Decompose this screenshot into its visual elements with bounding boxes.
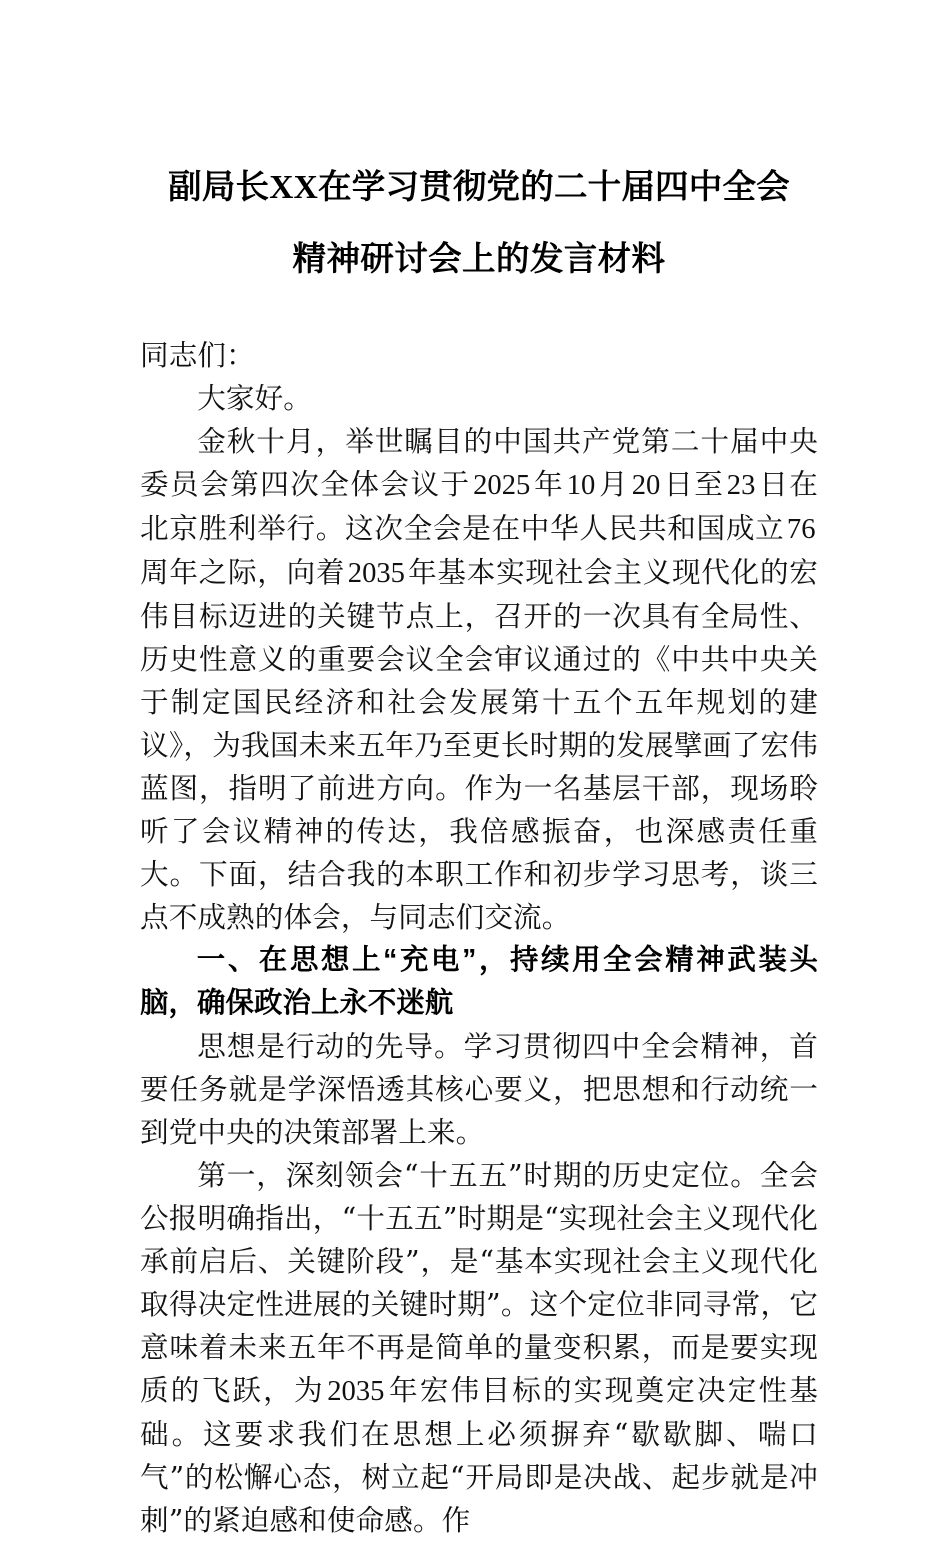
document-body — [140, 334, 818, 1542]
page-title — [140, 0, 818, 296]
greeting: 大家好。 — [197, 381, 312, 415]
title-line-1: 副局长XX在学习贯彻党的二十届四中全会 — [168, 169, 790, 206]
inline-latin-run: 20 — [631, 470, 661, 501]
section-heading-1: 一、在思想上“充电”，持续用全会精神武装头脑，确保政治上永不迷航 — [140, 944, 818, 1019]
inline-latin-run: 2035 — [347, 558, 405, 589]
inline-latin-run: 76 — [786, 514, 816, 545]
paragraph-opening: 金秋十月，举世瞩目的中国共产党第二十届中央委员会第四次全体会议于2025年10月20日至23日在北京胜利举行。这次全会是在中华人民共和国成立76周年之际，向着2035年基本实现社会主义现代化的宏伟目标迈进的关键节点上，召开的一次具有全局性、历史性意义的重要会议全会审议通过的《中共中央关于制定国民经济和社会发展第十五个五年规划的建议》，为我国未来五年乃至更长时期的发展擘画了宏伟蓝图，指明了前进方向。作为一名基层干部，现场聆听了会议精神的传达，我倍感振奋，也深感责任重大。下面，结合我的本职工作和初步学习思考，谈三点不成熟的体会，与同志们交流。 — [140, 424, 819, 934]
inline-latin-run: 23 — [726, 470, 756, 501]
paragraph-body-1: 思想是行动的先导。学习贯彻四中全会精神，首要任务就是学深悟透其核心要义，把思想和行动统一到党中央的决策部署上来。 — [140, 1029, 818, 1149]
inline-latin-run: 10 — [566, 470, 596, 501]
paragraph-body-2: 第一，深刻领会“十五五”时期的历史定位。全会公报明确指出，“十五五”时期是“实现社会主义现代化承前启后、关键阶段”，是“基本实现社会主义现代化取得决定性进展的关键时期”。这个定位非同寻常，它意味着未来五年不再是简单的量变积累，而是要实现质的飞跃，为2035年宏伟目标的实现奠定决定性基础。这要求我们在思想上必须摒弃“歇歇脚、喘口气”的松懈心态，树立起“开局即是决战、起步就是冲刺”的紧迫感和使命感。作 — [140, 1158, 818, 1537]
salutation: 同志们： — [140, 338, 255, 372]
inline-latin-run: 2035 — [327, 1376, 385, 1407]
inline-latin-run: 2025 — [473, 470, 531, 501]
title-line-2: 精神研讨会上的发言材料 — [292, 241, 666, 278]
